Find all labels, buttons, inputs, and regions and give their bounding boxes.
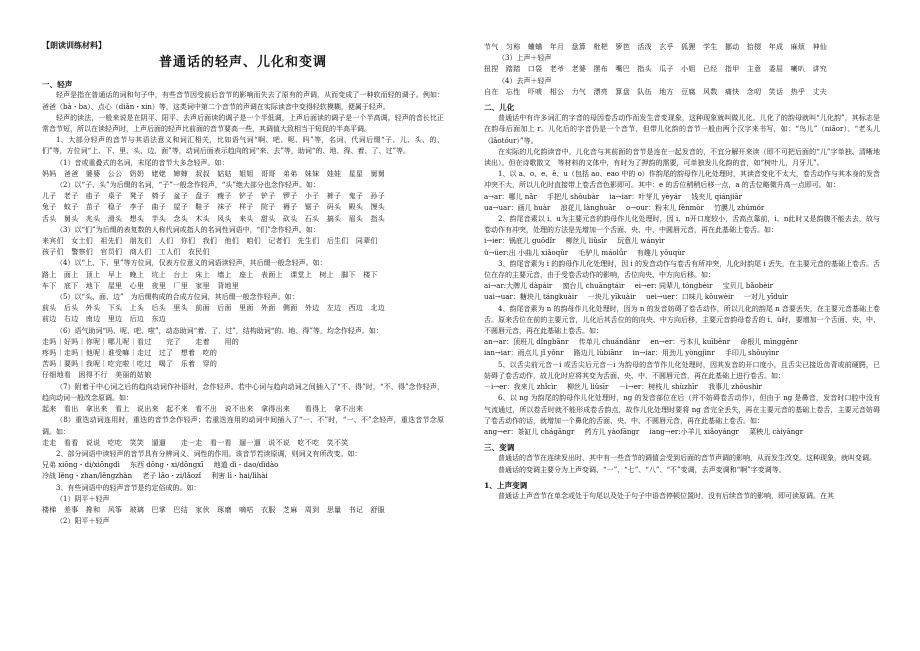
example-item: 玩意儿 wányìr <box>617 237 665 246</box>
paragraph: 普通话的音节在连续发出时，其中有一些音节的调值会受到后面的音节声调的影响，从而发生改变。这种现象，就叫变调。 <box>498 454 876 463</box>
pair-item: 兄弟 xiōng・di/xiōngdì <box>42 461 120 470</box>
example-item: an→ar：顶班儿 dǐngbānr <box>484 338 569 347</box>
example-item: 菜秧儿 càiyāngr <box>749 427 804 436</box>
paragraph: 普通话上声音节在单念或处于句尾以及处于句子中语音停顿位置时，没有后续音节的影响，即可读原调。在其 <box>498 491 834 500</box>
pair-list <box>42 471 444 482</box>
page-title: 普通话的轻声、儿化和变调 <box>158 55 327 71</box>
subheading: （6）语气助词“吗、呢、吧、啦”，动态助词“着、了、过”，结构助词“的、地、得”等，均念作轻声。如： <box>56 326 383 335</box>
example-item: 竹膜儿 zhúmór <box>714 203 765 212</box>
paragraph: 轻声的读法，一般来说是在阴平、阳平、去声后面读的调子是一个半低调，上声后面读的调子是一个半高调。轻声的音长比正常音节短，所以在读轻声时，上声后面的轻声比前面的音节要高一些，其调值大致相当于短促的半高平调。 <box>42 113 444 134</box>
example-item: uei→uer：口味儿 kǒuwèir <box>645 293 734 302</box>
example-item: ang→er：茶缸儿 chágāngr <box>484 427 575 436</box>
example-item: 传单儿 chuándānr <box>578 338 641 347</box>
subheading: （7）附着于中心词之后的趋向动词作补语时，念作轻声。若中心词与趋向动词之间插入了“不、得”时，“不、得”念作轻声，趋向动词一般改念原调。如： <box>42 382 444 402</box>
pair-item: 利害 lì・hai/lìhài <box>211 472 268 481</box>
example-list <box>484 192 880 203</box>
example-item: 浪花儿 lànghuār <box>560 203 616 212</box>
word-list: 舌头 舅头 兆头 滑头 想头 芋头 念头 木头 风头 来头 甜头 砍头 石头 搞头 眉头 指头 <box>42 214 386 223</box>
word-list: 扭捏 踏踏 口袋 老爷 老婆 摆布 嘴巴 指头 瓜子 小姐 已经 指甲 主意 委屈 喇叭 讲究 <box>484 65 828 74</box>
word-list: 妈妈 爸爸 婆婆 公公 奶奶 姥姥 婶婶 叔叔 姑姑 姐姐 哥哥 弟弟 妹妹 娃娃 星星 舅舅 <box>42 169 386 178</box>
word-list: 楼梯 差事 搀和 风筝 玻璃 巴掌 巴结 家伙 琢磨 嘀咕 衣服 芝麻 周到 思量 书记 舒服 <box>42 505 386 514</box>
word-list: 节气 匀称 蛐蛐 年月 盘算 枇杷 箩笆 活泼 玄乎 狐狸 学生 挪动 拾掇 年成 麻烦 神仙 <box>484 43 828 51</box>
word-list: 起来 看出 拿出来 看上 说出来 起不来 看不出 说不出来 拿得出来 看得上 拿不出来 <box>42 405 364 414</box>
word-list: 疼吗｜走吗｜他呢｜谁受嘛｜走过 过了 想着 吃的 <box>42 349 218 358</box>
paragraph: 6、以 ng 为韵尾的韵母作儿化处理时，ng 的发音部位在后（并不妨碍卷舌动作），但由于 ng 是鼻音，发音时口腔中没有气流通过，所以卷舌时就不能形成卷舌韵点，故作儿化处理时要将 ng 音完全丢失，再在主要元音的基础上卷舌，主要元音妨碍了卷舌动作的话，就增加一个鼻化的舌面、央、中、不圆唇元音，再在此基础上卷舌。如： <box>484 394 880 425</box>
word-list: 来宾们 女士们 祖先们 朋友们 人们 你们 我们 他们 咱们 记者们 先生们 后生们 同辈们 <box>42 237 378 246</box>
paragraph: 普通话的变调主要分为上声变调、“一”、“七”、“八”、“不”变调，去声变调和“啊”字变调等。 <box>498 465 786 474</box>
pair-item: 地道 dì・dao/dìdào <box>213 461 279 470</box>
example-item: 钱夹儿 qiánjiār <box>691 192 742 201</box>
word-list: 仔细地看 困得不行 美丽的姑娘 <box>42 371 152 380</box>
example-item: a→ar：哪儿 nǎr <box>484 192 537 201</box>
example-item: ei→er: 同辈儿 tóngbèir <box>634 282 713 291</box>
example-item: ia→iar：叶芽儿 yèyár <box>609 192 682 201</box>
paragraph: 在实际的儿化韵读音中，儿化音与其前面的音节是连在一起发音的，不宜分解开来读（即不可把后面的“儿”字单独、清晰地读出）。但在诗歌散文 等材料的文体中，有时为了押韵的需要，可单独发儿化韵的音，如“树叶儿，月牙儿”。 <box>484 147 880 168</box>
paragraph: 2、韵尾音素以 i、u为主要元音的韵母作儿化处理时，因 i、n开口度较小，舌高点靠前，i、n此时又是韵腹不能去去，故与卷动作有冲突，处理的方法是先增加一个舌面、央、中、中圆唇元音，再在此基础上卷舌。如： <box>484 215 880 235</box>
example-item: 药方儿 yàofāngr <box>584 427 640 436</box>
example-item: 一对儿 yīduìr <box>743 293 788 302</box>
paragraph: 普通话中有许多词汇的字音的母因卷舌动作而发生音变现象，这种现象就叫做儿化。儿化了的韵母就叫“儿化韵”，其标志是在韵母后面加上 r。儿化后的字音仍是一个音节，但带儿化韵的音节一般由两个汉字来书写，如：“鸟儿”（niǎor）、“老头儿（lǎotóur）”等。 <box>484 114 880 145</box>
subheading: （8）重迭动词连用时，重迭的音节念作轻声；若重迭连用的动词中间插入了“一、不”时，“一、不”念轻声，重迭音节念原调。如： <box>42 416 444 436</box>
word-list: 兔子 蚊子 苗子 稳子 李子 曲子 屋子 鞋子 袜子 样子 院子 褥子 锯子 码头 殿头 馒头 <box>42 203 386 212</box>
subheading: （3）以“们”为后缀的表复数的人称代词或指人的名词性词语中，“们”念作轻声。如： <box>56 225 320 234</box>
paragraph: 3、有些词语中的轻声音节是约定俗成的。如： <box>56 483 201 492</box>
example-item: in→iar：用劲儿 yòngjìnr <box>632 349 715 358</box>
pair-item: 冷战 lěng・zhan/lěngzhàn <box>42 472 133 481</box>
subheading: （4）以“上、下、里”等方位词，仅表方位意义的词语读轻声，其后缀一般念轻声。如： <box>56 259 327 268</box>
example-item: 一块儿 yīkuàir <box>587 293 636 302</box>
word-list: 走走 看看 说说 吃吃 笑笑 遛遛 走一走 看一看 遛一遛 说不说 吃不吃 笑不笑 <box>42 438 349 447</box>
word-list: 孩子们 警察们 官员们 商人们 工人们 农民们 <box>42 248 210 257</box>
subheading: （2）以“子、头”为后缀的名词，“子”一般念作轻声，“头”绝大部分也念作轻声。如： <box>56 181 320 190</box>
example-item: o→our：粉末儿 fěnmòr <box>625 203 704 212</box>
subheading: （2）阳平＋轻声 <box>56 517 110 526</box>
word-list: 苦吗｜要吗｜我呢｜吃完啦｜吃过 喝了 乐着 穿的 <box>42 360 218 369</box>
section-heading-erhua: 二、儿化 <box>484 103 515 113</box>
example-item: 窗台儿 chuāngtáir <box>562 282 625 291</box>
paragraph: 1、大部分轻声的音节与其语法意义和词汇相关，比如语气词“啊、吧、呢、吗”等，名词、代词后缀“子、儿、头、的、们”等，方位词“上、下、里、头、边、面”等，动词后面表示趋向的词“来、去”等，助词“的、地、得、着、了、过”等。 <box>42 136 444 156</box>
example-item: 命根儿 mìnggēnr <box>740 338 798 347</box>
subsection-heading: 1、上声变调 <box>484 480 528 490</box>
subheading: （1）阴平＋轻声 <box>56 494 110 503</box>
pair-list <box>42 460 444 471</box>
word-list: 儿子 老子 庙子 桌子 凳子 椅子 盆子 盘子 瘦子 铲子 铲子 锣子 小子 裤子 鬼子 孙子 <box>42 192 386 201</box>
example-list <box>484 281 880 292</box>
example-item: －i→er：树枝儿 shùzhīr <box>618 383 698 392</box>
example-item: 路边儿 lùbiānr <box>573 349 623 358</box>
example-item: 我事儿 zhōushìr <box>708 383 762 392</box>
example-item: ai→ar:大牌儿 dàpáir <box>484 282 553 291</box>
subheading: （5）以“头、面、边” 为后缀构成的合成方位词，其后缀一般念作轻声。如： <box>56 293 299 302</box>
paragraph: 3、韵尾音素为 i 的韵母作儿化处理时，因 i 的发音动作与卷舌有所冲突，儿化时韵尾 i 丢失，在主要元音的基础上卷舌。舌位在存的主要元音，由于受卷舌动作的影响，舌位向央、中方向后移。如： <box>484 259 880 280</box>
example-item: 毛驴儿 máolǘr <box>578 248 627 257</box>
material-tag: 【朗读训练材料】 <box>42 40 106 50</box>
pair-item: 东西 dōng・xi/dōngxī <box>130 461 204 470</box>
example-item: 宝贝儿 bǎobèir <box>722 282 773 291</box>
paragraph: 5、以舌尖前元音－i 或舌尖后元音－i 为韵母的音节作儿化处理时，因其发音的开口度小，且舌尖已接近齿背或前硬腭，已妨碍了卷舌动作，故儿化时应将其变为舌面、央、中、不圆唇元音，再在此基础上进行卷舌。如： <box>484 360 880 380</box>
example-item: en→er：亏本儿 kuīběnr <box>650 338 731 347</box>
left-column <box>42 40 444 645</box>
example-list <box>484 292 880 303</box>
example-item: －i→er：我来儿 zhǐcìr <box>484 383 557 392</box>
word-list: 前边 右边 南边 里边 后边 东边 <box>42 315 167 324</box>
example-list <box>484 236 880 247</box>
example-list <box>484 348 880 359</box>
word-list: 走吗｜好吗｜你呢｜哪儿呢｜看过 完了 走着 用的 <box>42 337 240 346</box>
example-item: ü→üer:出 小曲儿 xiǎoqǔr <box>484 248 569 257</box>
pair-item: 老子 lǎo・zi/lǎozǐ <box>142 472 202 481</box>
example-list <box>484 382 880 393</box>
paragraph: 1、以 a、o、e、ê、u（包括 ao、eao 中的 o）作韵尾的韵母作儿化处理时，其读音变化不太大，卷舌动作与其本身的发音冲突不大，所以儿化时直接带上卷舌音色影即可。其中：e 的舌位稍稍后移一点，a 的舌位略微升高一点即可。如： <box>484 170 880 190</box>
subheading: （3）上声＋轻声 <box>498 54 552 63</box>
right-column <box>484 42 880 645</box>
paragraph: 轻声是指在普通话的词和句子中，有些音节因受前后音节的影响而失去了原有的声调，从而变成了一种软而轻的调子。例如：爸爸（bà・ba）、点心（diǎn・xin）等，这类词中第二个音节的声调在实际读音中变得轻软模糊，便属于轻声。 <box>42 91 444 111</box>
example-list <box>484 203 880 214</box>
subheading: （4）去声＋轻声 <box>498 76 552 85</box>
example-item: ian→iar：雨点儿 jǐ yǒnr <box>484 349 564 358</box>
example-item: uai→uar：糖块儿 tángkuàir <box>484 293 578 302</box>
example-item: 有趣儿 yǒuqùr <box>636 248 686 257</box>
example-item: ua→uar：画儿 huàr <box>484 203 551 212</box>
example-item: iang→er:小羊儿 xiǎoyángr <box>649 427 739 436</box>
word-list: 前头 后头 外头 下头 上头 后头 里头 前面 后面 里面 外面 侧面 外边 左边 西边 北边 <box>42 304 386 313</box>
example-list <box>484 427 880 438</box>
subheading: （1）音或重叠式的名词，末尾的音节大多念轻声。如： <box>56 158 229 167</box>
example-list <box>484 337 880 348</box>
example-item: 柳丝儿 liǔsīr <box>567 383 609 392</box>
word-list: 自在 忘性 吓唬 相公 力气 漂亮 算盘 队伍 地方 豆腐 风数 痛快 念叨 笑话 热乎 丈夫 <box>484 87 828 96</box>
paragraph: 4、韵尾音素为 n 的韵母作儿化处理时，因为 n 的发音妨碍了卷舌动作，所以儿化的韵尾 n 音要丢失，在主要元音基础上卷舌。原来舌位在前的主要元音，儿化后其舌位的的向央、中方向后移，主要元音韵母卷舌的 i、ü时，要增加一个舌面、央、中、不圆唇元音，再在此基础上卷舌。如： <box>484 304 880 336</box>
example-item: 柳丝儿 liǔsīr <box>565 237 607 246</box>
paragraph: 2、部分词语中读轻声的音节具有分辨词义、词性的作用。该音节若读原调，则词义有所改变。如： <box>56 449 362 458</box>
example-item: 手印儿 shǒuyìnr <box>724 349 780 358</box>
example-list <box>484 248 880 259</box>
section-heading-light-tone: 一、轻声 <box>42 80 73 90</box>
example-item: 手把儿 shǒubàr <box>547 192 600 201</box>
word-list: 路上 面上 顶上 早上 晚上 坑上 台上 床上 墙上 座上 表面上 课堂上 树上 脚下 楼下 <box>42 270 378 279</box>
section-heading-tone-sandhi: 三、变调 <box>484 443 515 453</box>
example-item: i→ier：锅底儿 guōdǐr <box>484 237 556 246</box>
word-list: 车下 底下 地下 屋里 心里 夜里 厂里 家里 背地里 <box>42 281 240 290</box>
